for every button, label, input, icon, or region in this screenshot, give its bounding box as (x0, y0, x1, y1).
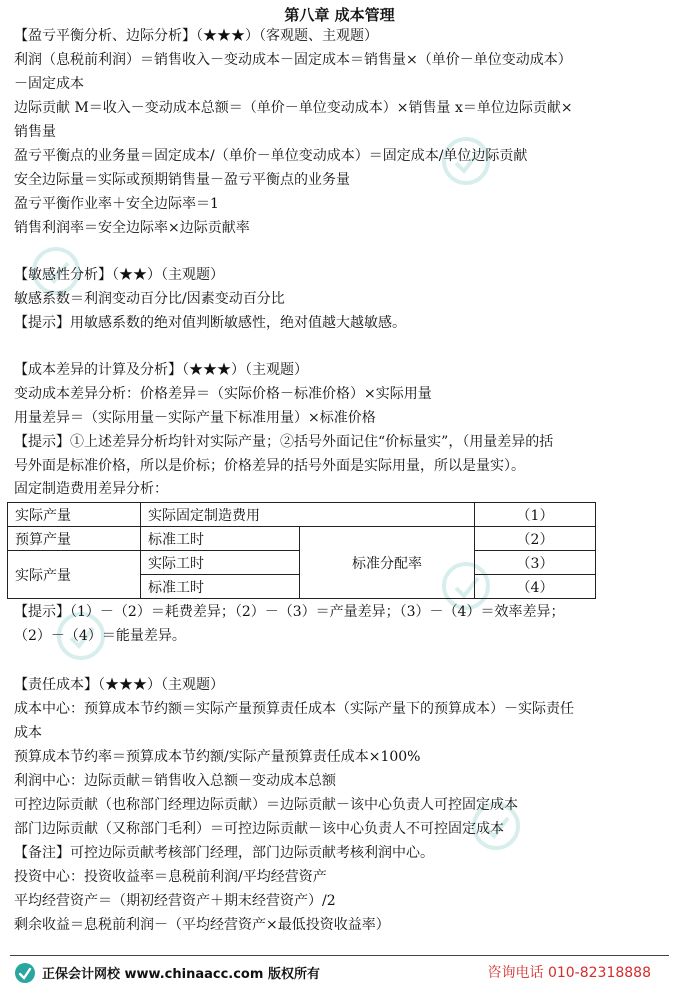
table-cell: 实际产量 (8, 503, 141, 527)
text-line: 利润（息税前利润）＝销售收入－变动成本－固定成本＝销售量×（单价－单位变动成本） (14, 52, 572, 68)
page-title: 第八章 成本管理 (284, 6, 395, 24)
table-cell: 预算产量 (8, 527, 141, 551)
text-line: 可控边际贡献（也称部门经理边际贡献）＝边际贡献－该中心负责人可控固定成本 (14, 797, 518, 813)
text-line: 成本 (14, 725, 42, 741)
text-line: 投资中心：投资收益率＝息税前利润/平均经营资产 (14, 869, 327, 885)
table-cell: 标准工时 (141, 527, 300, 551)
text-line: （2）－（4）＝能量差异。 (14, 628, 186, 644)
table-cell: （2） (475, 527, 596, 551)
table-cell: 标准分配率 (300, 527, 475, 599)
section-heading-responsibility-cost: 【责任成本】（★★★）（主观题） (14, 677, 224, 693)
footer-phone: 咨询电话 010-82318888 (487, 965, 651, 981)
section-heading-cost-variance: 【成本差异的计算及分析】（★★★）（主观题） (14, 362, 308, 378)
table-cell: 实际产量 (8, 551, 141, 599)
text-line: 边际贡献 M＝收入－变动成本总额＝（单价－单位变动成本）×销售量 x＝单位边际贡献× (14, 100, 573, 116)
text-line: 利润中心：边际贡献＝销售收入总额－变动成本总额 (14, 773, 336, 789)
section-heading-sensitivity: 【敏感性分析】（★★）（主观题） (14, 267, 224, 283)
tip-line: 【提示】①上述差异分析均针对实际产量；②括号外面记住“价标量实”，（用量差异的括 (14, 434, 554, 450)
table-cell: 实际工时 (141, 551, 300, 575)
footer-divider (10, 955, 669, 956)
text-line: 变动成本差异分析：价格差异＝（实际价格－标准价格）×实际用量 (14, 386, 432, 402)
text-line: 部门边际贡献（又称部门毛利）＝可控边际贡献－该中心负责人不可控固定成本 (14, 821, 504, 837)
text-line: －固定成本 (14, 76, 84, 92)
text-line: 固定制造费用差异分析： (14, 481, 168, 497)
tip-line: 【提示】（1）－（2）＝耗费差异；（2）－（3）＝产量差异；（3）－（4）＝效率差异； (14, 604, 565, 620)
fixed-overhead-variance-table (7, 502, 596, 599)
text-line: 敏感系数＝利润变动百分比/因素变动百分比 (14, 291, 285, 307)
table-cell: 标准工时 (141, 575, 300, 599)
text-line: 号外面是标准价格，所以是价标；价格差异的括号外面是实际用量，所以是量实）。 (14, 458, 525, 474)
footer-copyright: 正保会计网校 www.chinaacc.com 版权所有 (42, 967, 320, 982)
text-line: 用量差异＝（实际用量－实际产量下标准用量）×标准价格 (14, 410, 376, 426)
text-line: 安全边际量＝实际或预期销售量－盈亏平衡点的业务量 (14, 172, 350, 188)
table-cell: 实际固定制造费用 (141, 503, 475, 527)
text-line: 盈亏平衡作业率＋安全边际率＝1 (14, 196, 219, 212)
zhengbao-logo-icon (14, 962, 36, 984)
table-row (8, 503, 596, 527)
table-cell: （3） (475, 551, 596, 575)
section-heading-breakeven: 【盈亏平衡分析、边际分析】（★★★）（客观题、主观题） (14, 28, 378, 44)
text-line: 销售量 (14, 124, 56, 140)
text-line: 销售利润率＝安全边际率×边际贡献率 (14, 220, 250, 236)
text-line: 盈亏平衡点的业务量＝固定成本/（单价－单位变动成本）＝固定成本/单位边际贡献 (14, 148, 528, 164)
table-row (8, 527, 596, 551)
text-line: 剩余收益＝息税前利润－（平均经营资产×最低投资收益率） (14, 917, 390, 933)
text-line: 预算成本节约率＝预算成本节约额/实际产量预算责任成本×100% (14, 749, 421, 765)
table-cell: （1） (475, 503, 596, 527)
tip-line: 【提示】用敏感系数的绝对值判断敏感性，绝对值越大越敏感。 (14, 315, 406, 331)
table-cell: （4） (475, 575, 596, 599)
text-line: 成本中心：预算成本节约额＝实际产量预算责任成本（实际产量下的预算成本）－实际责任 (14, 701, 574, 717)
text-line: 平均经营资产＝（期初经营资产＋期末经营资产）/2 (14, 893, 336, 909)
note-line: 【备注】可控边际贡献考核部门经理，部门边际贡献考核利润中心。 (14, 845, 434, 861)
